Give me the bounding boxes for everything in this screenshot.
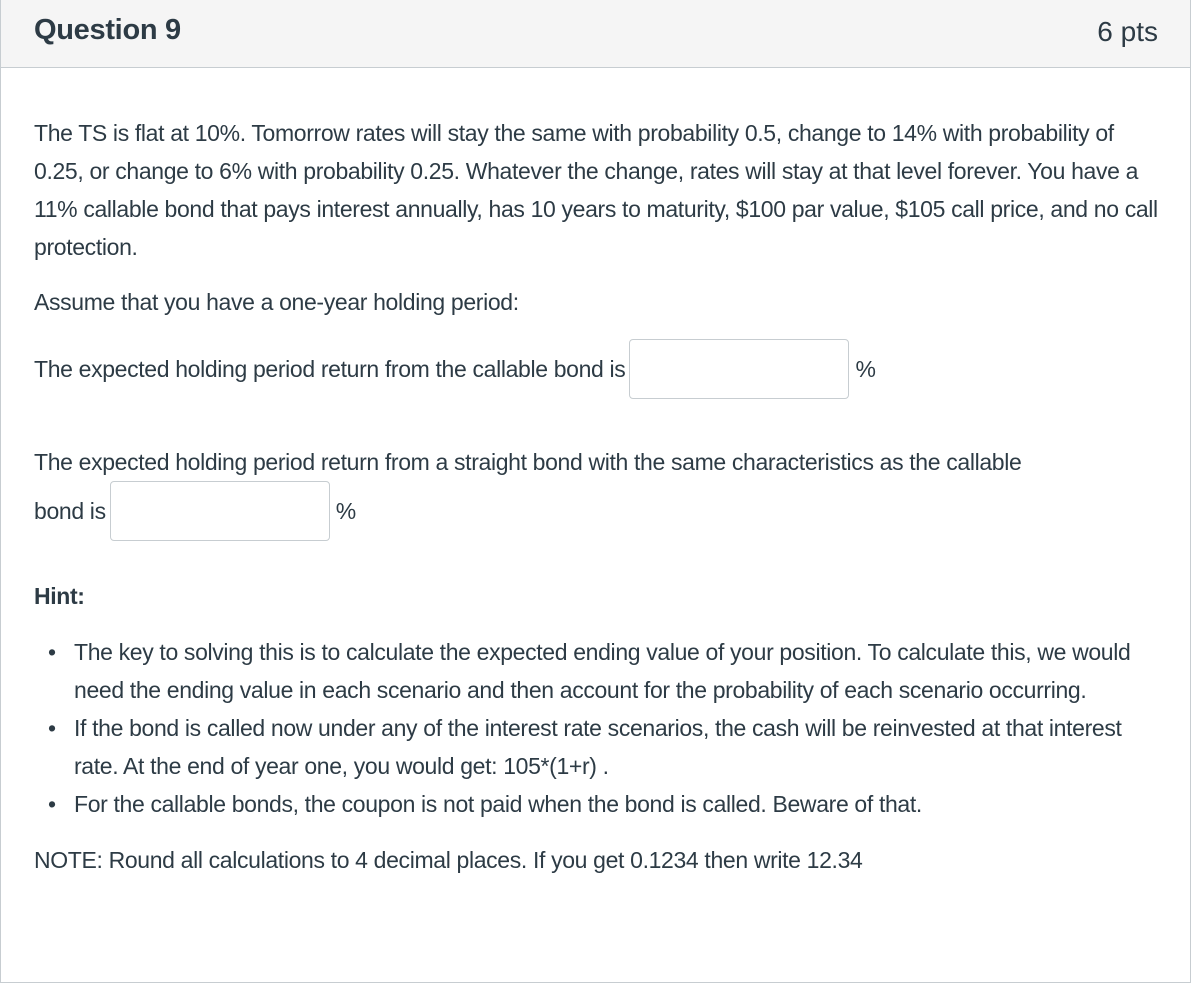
hint-item	[48, 633, 1159, 709]
bullet-icon: •	[48, 791, 56, 817]
callable-return-line	[34, 339, 1159, 399]
hint-text: The key to solving this is to calculate the expected ending value of your position. To calculate this, we would need the ending value in each scenario and then account for the probability of each scenario occurring.	[74, 639, 1131, 703]
bullet-icon: •	[48, 715, 56, 741]
callable-return-unit: %	[855, 356, 876, 382]
hint-item	[48, 785, 1159, 823]
question-header	[1, 0, 1190, 68]
question-points: 6 pts	[1097, 16, 1158, 47]
straight-return-label-line2: bond is	[34, 498, 106, 524]
bullet-icon: •	[48, 639, 56, 665]
rounding-note: NOTE: Round all calculations to 4 decimal places. If you get 0.1234 then write 12.34	[34, 847, 863, 873]
question-intro: The TS is flat at 10%. Tomorrow rates will stay the same with probability 0.5, change to 14% with probability of 0.25, or change to 6% with probability 0.25. Whatever the change, rates will stay at that level forever. You have a 11% callable bond that pays interest annually, has 10 years to maturity, $100 par value, $105 call price, and no call protection.	[34, 120, 1158, 260]
question-body	[34, 114, 1159, 879]
straight-return-line	[34, 481, 1159, 541]
hint-item	[48, 709, 1159, 785]
straight-return-input[interactable]	[110, 481, 330, 541]
hint-text: For the callable bonds, the coupon is not paid when the bond is called. Beware of that.	[74, 791, 922, 817]
hint-list	[34, 633, 1159, 823]
callable-return-input[interactable]	[629, 339, 849, 399]
hint-text: If the bond is called now under any of the interest rate scenarios, the cash will be reinvested at that interest rate. At the end of year one, you would get: 105*(1+r) .	[74, 715, 1122, 779]
hint-label: Hint:	[34, 583, 85, 609]
straight-return-unit: %	[335, 498, 356, 524]
callable-return-label: The expected holding period return from the callable bond is	[34, 356, 626, 382]
question-title: Question 9	[34, 14, 181, 46]
straight-return-label-line1: The expected holding period return from a straight bond with the same characteristics as the callable	[34, 449, 1022, 475]
holding-period-text: Assume that you have a one-year holding period:	[34, 289, 519, 315]
